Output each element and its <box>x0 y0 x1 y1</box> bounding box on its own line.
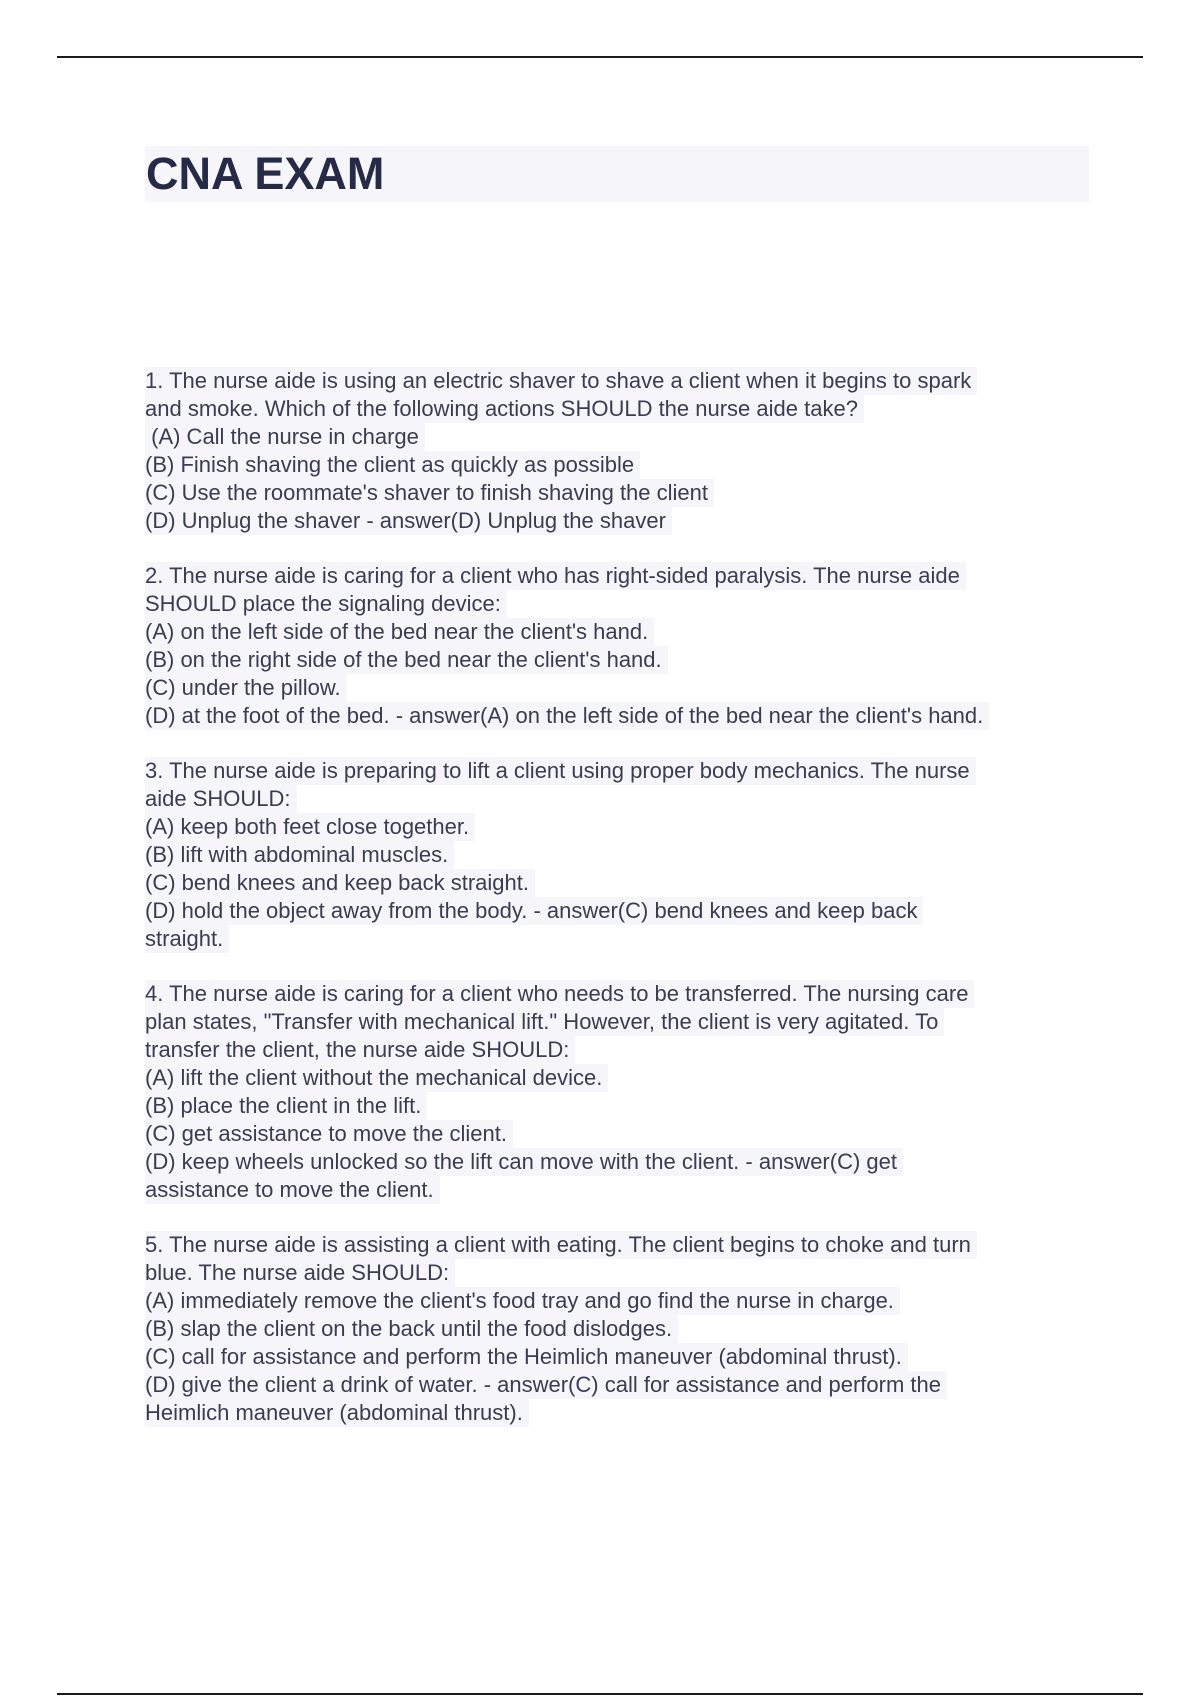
question-text: 5. The nurse aide is assisting a client with eating. The client begins to choke and turn <box>145 1231 977 1259</box>
question-line: (B) slap the client on the back until the food dislodges. <box>145 1315 678 1343</box>
question-block <box>145 367 1095 535</box>
question-line: (C) Use the roommate's shaver to finish shaving the client <box>145 479 714 507</box>
question-line: plan states, "Transfer with mechanical lift." However, the client is very agitated. To <box>145 1008 944 1036</box>
question-block <box>145 1231 1095 1427</box>
question-line: (A) keep both feet close together. <box>145 813 475 841</box>
question-line: aide SHOULD: <box>145 785 297 813</box>
question-line: (B) lift with abdominal muscles. <box>145 841 454 869</box>
question-block <box>145 980 1095 1204</box>
question-line: (D) Unplug the shaver - answer(D) Unplug the shaver <box>145 507 672 535</box>
question-list <box>145 367 1095 1454</box>
question-line: (D) at the foot of the bed. - answer(A) on the left side of the bed near the client's hand. <box>145 702 989 730</box>
question-line: (C) bend knees and keep back straight. <box>145 869 535 897</box>
question-line: (A) lift the client without the mechanical device. <box>145 1064 608 1092</box>
question-line: (C) get assistance to move the client. <box>145 1120 513 1148</box>
question-line: SHOULD place the signaling device: <box>145 590 507 618</box>
question-line: (B) Finish shaving the client as quickly as possible <box>145 451 640 479</box>
top-rule <box>57 56 1143 58</box>
question-text: 4. The nurse aide is caring for a client who needs to be transferred. The nursing care <box>145 980 974 1008</box>
question-line: (D) keep wheels unlocked so the lift can move with the client. - answer(C) get <box>145 1148 903 1176</box>
question-line: and smoke. Which of the following actions SHOULD the nurse aide take? <box>145 395 864 423</box>
bottom-rule <box>57 1693 1143 1695</box>
question-line: blue. The nurse aide SHOULD: <box>145 1259 455 1287</box>
question-line: (B) on the right side of the bed near the client's hand. <box>145 646 668 674</box>
question-line: assistance to move the client. <box>145 1176 440 1204</box>
question-text: 1. The nurse aide is using an electric shaver to shave a client when it begins to spark <box>145 367 977 395</box>
question-block <box>145 757 1095 953</box>
question-line: (C) call for assistance and perform the Heimlich maneuver (abdominal thrust). <box>145 1343 908 1371</box>
question-block <box>145 562 1095 730</box>
question-line: Heimlich maneuver (abdominal thrust). <box>145 1399 529 1427</box>
question-line: (A) on the left side of the bed near the client's hand. <box>145 618 654 646</box>
page-title: CNA EXAM <box>146 148 385 199</box>
question-line: (D) give the client a drink of water. - answer(C) call for assistance and perform the <box>145 1371 947 1399</box>
question-line: straight. <box>145 925 229 953</box>
question-text: 2. The nurse aide is caring for a client who has right-sided paralysis. The nurse aide <box>145 562 966 590</box>
question-line: transfer the client, the nurse aide SHOULD: <box>145 1036 575 1064</box>
question-line: (B) place the client in the lift. <box>145 1092 427 1120</box>
question-text: 3. The nurse aide is preparing to lift a client using proper body mechanics. The nurse <box>145 757 976 785</box>
question-line: (A) immediately remove the client's food tray and go find the nurse in charge. <box>145 1287 900 1315</box>
question-line: (C) under the pillow. <box>145 674 347 702</box>
question-line: (A) Call the nurse in charge <box>145 423 425 451</box>
question-line: (D) hold the object away from the body. - answer(C) bend knees and keep back <box>145 897 923 925</box>
